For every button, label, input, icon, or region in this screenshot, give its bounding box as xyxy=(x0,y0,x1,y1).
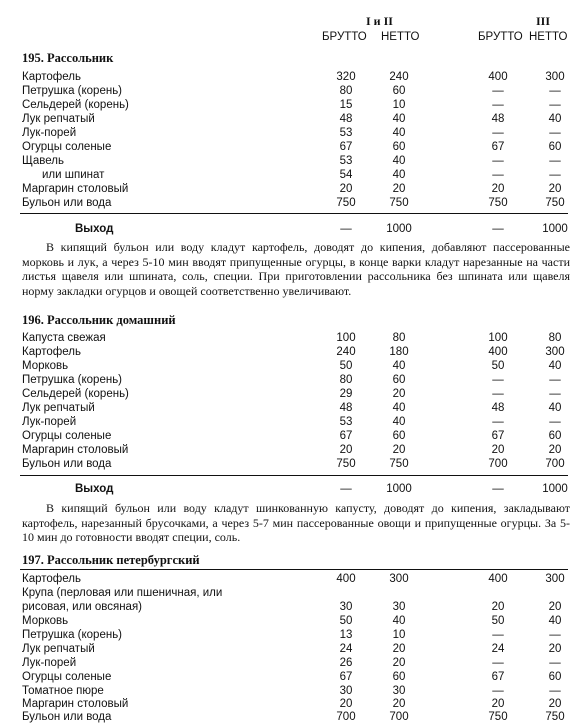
ingredient-name: Картофель xyxy=(22,573,81,585)
table-row xyxy=(0,98,586,112)
netto-1-2: 300 xyxy=(389,573,409,585)
table-row xyxy=(0,642,586,656)
netto-3: 1000 xyxy=(542,483,568,495)
col-brutto-3: БРУТТО xyxy=(478,31,523,43)
netto-3: 40 xyxy=(548,113,562,125)
table-row xyxy=(0,373,586,387)
ingredient-name: Маргарин столовый xyxy=(22,183,129,195)
netto-1-2: 1000 xyxy=(386,223,412,235)
netto-1-2: 40 xyxy=(392,155,406,167)
table-row xyxy=(0,359,586,373)
netto-1-2: 80 xyxy=(392,332,406,344)
brutto-3: — xyxy=(492,127,504,139)
yield-label: Выход xyxy=(75,483,114,495)
brutto-1-2: 400 xyxy=(336,573,356,585)
table-row xyxy=(0,70,586,84)
table-row xyxy=(0,457,586,471)
netto-1-2: 10 xyxy=(392,99,406,111)
brutto-3: — xyxy=(492,388,504,400)
table-row xyxy=(0,656,586,670)
recipe-197-title: 197. Рассольник петербургский xyxy=(22,553,200,567)
brutto-3: — xyxy=(492,483,504,495)
netto-1-2: 60 xyxy=(392,374,406,386)
netto-3: 700 xyxy=(545,458,565,470)
netto-1-2: 30 xyxy=(392,685,406,697)
table-row xyxy=(0,154,586,168)
netto-1-2: 40 xyxy=(392,169,406,181)
brutto-1-2: — xyxy=(340,223,352,235)
recipe-195-title: 195. Рассольник xyxy=(22,51,114,65)
paragraph-text: В кипящий бульон или воду кладут шинкованную капусту, доводят до кипения, закладывают картофель, нарезанный брусочками, а через 5-7 мин пассерованные овощи и припущенные огурцы. За 5-10 мин до готовности вводят специи, соль. xyxy=(22,501,570,544)
ingredient-name: Бульон или вода xyxy=(22,711,112,723)
netto-3: 60 xyxy=(548,430,562,442)
netto-1-2: 40 xyxy=(392,127,406,139)
brutto-1-2: 100 xyxy=(336,332,356,344)
brutto-3: 67 xyxy=(491,141,505,153)
netto-1-2: 40 xyxy=(392,113,406,125)
netto-1-2: 20 xyxy=(392,643,406,655)
netto-3: — xyxy=(549,629,561,641)
brutto-3: 50 xyxy=(491,615,505,627)
netto-3: 60 xyxy=(548,671,562,683)
ingredient-name: Бульон или вода xyxy=(22,197,112,209)
netto-3: 40 xyxy=(548,615,562,627)
table-row xyxy=(0,670,586,684)
table-row xyxy=(0,614,586,628)
ingredient-name: Морковь xyxy=(22,615,69,627)
brutto-1-2: 48 xyxy=(339,402,353,414)
netto-1-2: 240 xyxy=(389,71,409,83)
brutto-1-2: 320 xyxy=(336,71,356,83)
brutto-1-2: 53 xyxy=(339,155,353,167)
table-row xyxy=(0,196,586,210)
ingredient-name: Лук репчатый xyxy=(22,643,95,655)
brutto-1-2: 20 xyxy=(339,444,353,456)
table-row xyxy=(0,126,586,140)
netto-1-2: 750 xyxy=(389,458,409,470)
netto-3: — xyxy=(549,99,561,111)
ingredient-name: или шпинат xyxy=(42,169,105,181)
brutto-3: 750 xyxy=(488,711,508,723)
brutto-1-2: 67 xyxy=(339,671,353,683)
brutto-1-2: 29 xyxy=(339,388,353,400)
table-row xyxy=(0,387,586,401)
yield-label: Выход xyxy=(75,223,114,235)
ingredient-name: Картофель xyxy=(22,346,81,358)
brutto-3: — xyxy=(492,374,504,386)
table-row xyxy=(0,345,586,359)
netto-1-2: 20 xyxy=(392,698,406,710)
brutto-3: 48 xyxy=(491,113,505,125)
table-row xyxy=(0,586,586,600)
netto-3: 300 xyxy=(545,71,565,83)
netto-3: 60 xyxy=(548,141,562,153)
netto-3: 20 xyxy=(548,643,562,655)
brutto-3: 400 xyxy=(488,346,508,358)
paragraph-text: В кипящий бульон или воду кладут картофель, доводят до кипения, добавляют пассерованные морковь и лук, а через 5-10 мин вводят припущенные огурцы, в конце варки кладут нарезанные на части листья щавеля или шпината, соль, специи. При приготовлении рассольника без шпината или щавеля норму закладки огурцов и овощей соответственно увеличивают. xyxy=(22,240,570,298)
brutto-3: 67 xyxy=(491,430,505,442)
netto-1-2: 20 xyxy=(392,388,406,400)
table-row xyxy=(0,628,586,642)
brutto-3: 20 xyxy=(491,444,505,456)
ingredient-name: Петрушка (корень) xyxy=(22,85,123,97)
netto-3: — xyxy=(549,374,561,386)
brutto-3: — xyxy=(492,155,504,167)
table-row xyxy=(0,684,586,698)
ingredient-name: рисовая, или овсяная) xyxy=(22,601,142,613)
table-row xyxy=(0,443,586,457)
brutto-1-2: 30 xyxy=(339,685,353,697)
netto-3: — xyxy=(549,388,561,400)
brutto-1-2: — xyxy=(340,483,352,495)
netto-3: — xyxy=(549,657,561,669)
yield-row xyxy=(0,222,586,236)
brutto-1-2: 700 xyxy=(336,711,356,723)
ingredient-name: Лук-порей xyxy=(22,416,77,428)
netto-3: 40 xyxy=(548,360,562,372)
brutto-1-2: 80 xyxy=(339,85,353,97)
netto-3: 750 xyxy=(545,197,565,209)
brutto-1-2: 30 xyxy=(339,601,353,613)
netto-3: — xyxy=(549,155,561,167)
table-rule xyxy=(20,213,568,214)
yield-row xyxy=(0,482,586,496)
netto-1-2: 10 xyxy=(392,629,406,641)
ingredient-name: Капуста свежая xyxy=(22,332,106,344)
netto-1-2: 40 xyxy=(392,360,406,372)
brutto-1-2: 24 xyxy=(339,643,353,655)
table-row xyxy=(0,572,586,586)
recipe-195-description xyxy=(22,240,570,298)
brutto-1-2: 240 xyxy=(336,346,356,358)
table-rule xyxy=(20,569,568,570)
ingredient-name: Маргарин столовый xyxy=(22,698,129,710)
brutto-3: 20 xyxy=(491,183,505,195)
recipe-196-description xyxy=(22,501,570,545)
netto-3: 1000 xyxy=(542,223,568,235)
netto-1-2: 40 xyxy=(392,615,406,627)
table-row xyxy=(0,415,586,429)
brutto-1-2: 48 xyxy=(339,113,353,125)
brutto-3: — xyxy=(492,169,504,181)
netto-3: 20 xyxy=(548,183,562,195)
table-row xyxy=(0,112,586,126)
brutto-1-2: 50 xyxy=(339,360,353,372)
brutto-1-2: 50 xyxy=(339,615,353,627)
netto-1-2: 60 xyxy=(392,85,406,97)
netto-1-2: 60 xyxy=(392,671,406,683)
brutto-3: — xyxy=(492,416,504,428)
ingredient-name: Крупа (перловая или пшеничная, или xyxy=(22,587,223,599)
netto-1-2: 1000 xyxy=(386,483,412,495)
brutto-3: 750 xyxy=(488,197,508,209)
brutto-1-2: 67 xyxy=(339,430,353,442)
netto-3: — xyxy=(549,416,561,428)
col-netto-3: НЕТТО xyxy=(529,31,568,43)
ingredient-name: Огурцы соленые xyxy=(22,141,112,153)
brutto-3: 100 xyxy=(488,332,508,344)
group-header-3: III xyxy=(536,14,551,28)
table-row xyxy=(0,168,586,182)
ingredient-name: Петрушка (корень) xyxy=(22,374,123,386)
netto-3: 20 xyxy=(548,601,562,613)
ingredient-name: Лук репчатый xyxy=(22,402,95,414)
brutto-3: 20 xyxy=(491,601,505,613)
ingredient-name: Лук-порей xyxy=(22,127,77,139)
ingredient-name: Лук-порей xyxy=(22,657,77,669)
brutto-3: — xyxy=(492,99,504,111)
brutto-3: — xyxy=(492,629,504,641)
brutto-3: 67 xyxy=(491,671,505,683)
ingredient-name: Огурцы соленые xyxy=(22,671,112,683)
ingredient-name: Бульон или вода xyxy=(22,458,112,470)
table-row xyxy=(0,429,586,443)
brutto-1-2: 67 xyxy=(339,141,353,153)
group-header-1-2: I и II xyxy=(366,14,393,28)
netto-1-2: 40 xyxy=(392,416,406,428)
netto-3: 20 xyxy=(548,698,562,710)
table-row xyxy=(0,331,586,345)
ingredient-name: Сельдерей (корень) xyxy=(22,388,129,400)
netto-3: 20 xyxy=(548,444,562,456)
table-row xyxy=(0,140,586,154)
netto-1-2: 40 xyxy=(392,402,406,414)
netto-1-2: 60 xyxy=(392,141,406,153)
netto-1-2: 180 xyxy=(389,346,409,358)
brutto-3: 24 xyxy=(491,643,505,655)
brutto-3: 400 xyxy=(488,573,508,585)
netto-1-2: 20 xyxy=(392,657,406,669)
brutto-1-2: 54 xyxy=(339,169,353,181)
brutto-3: — xyxy=(492,223,504,235)
brutto-1-2: 53 xyxy=(339,416,353,428)
netto-3: 40 xyxy=(548,402,562,414)
netto-3: 750 xyxy=(545,711,565,723)
table-row xyxy=(0,84,586,98)
brutto-3: — xyxy=(492,85,504,97)
netto-1-2: 750 xyxy=(389,197,409,209)
col-brutto-1-2: БРУТТО xyxy=(322,31,367,43)
brutto-1-2: 15 xyxy=(339,99,353,111)
brutto-1-2: 750 xyxy=(336,197,356,209)
brutto-1-2: 20 xyxy=(339,698,353,710)
ingredient-name: Щавель xyxy=(22,155,65,167)
ingredient-name: Лук репчатый xyxy=(22,113,95,125)
ingredient-name: Картофель xyxy=(22,71,81,83)
brutto-3: 50 xyxy=(491,360,505,372)
ingredient-name: Томатное пюре xyxy=(22,685,104,697)
col-netto-1-2: НЕТТО xyxy=(381,31,420,43)
brutto-3: — xyxy=(492,685,504,697)
ingredient-name: Сельдерей (корень) xyxy=(22,99,129,111)
brutto-3: — xyxy=(492,657,504,669)
ingredient-name: Петрушка (корень) xyxy=(22,629,123,641)
brutto-3: 400 xyxy=(488,71,508,83)
netto-3: 300 xyxy=(545,346,565,358)
table-rule xyxy=(20,475,568,476)
brutto-1-2: 80 xyxy=(339,374,353,386)
brutto-3: 48 xyxy=(491,402,505,414)
netto-1-2: 20 xyxy=(392,183,406,195)
brutto-1-2: 26 xyxy=(339,657,353,669)
table-row xyxy=(0,600,586,614)
brutto-1-2: 13 xyxy=(339,629,353,641)
netto-1-2: 60 xyxy=(392,430,406,442)
netto-3: — xyxy=(549,127,561,139)
ingredient-name: Огурцы соленые xyxy=(22,430,112,442)
recipe-196-title: 196. Рассольник домашний xyxy=(22,313,176,327)
netto-1-2: 30 xyxy=(392,601,406,613)
brutto-1-2: 20 xyxy=(339,183,353,195)
table-row xyxy=(0,401,586,415)
brutto-1-2: 750 xyxy=(336,458,356,470)
netto-3: 300 xyxy=(545,573,565,585)
netto-3: — xyxy=(549,685,561,697)
netto-3: — xyxy=(549,169,561,181)
ingredient-name: Маргарин столовый xyxy=(22,444,129,456)
brutto-3: 20 xyxy=(491,698,505,710)
brutto-1-2: 53 xyxy=(339,127,353,139)
brutto-3: 700 xyxy=(488,458,508,470)
table-row xyxy=(0,710,586,724)
netto-3: 80 xyxy=(548,332,562,344)
table-row xyxy=(0,182,586,196)
netto-3: — xyxy=(549,85,561,97)
netto-1-2: 700 xyxy=(389,711,409,723)
table-row xyxy=(0,697,586,711)
netto-1-2: 20 xyxy=(392,444,406,456)
ingredient-name: Морковь xyxy=(22,360,69,372)
